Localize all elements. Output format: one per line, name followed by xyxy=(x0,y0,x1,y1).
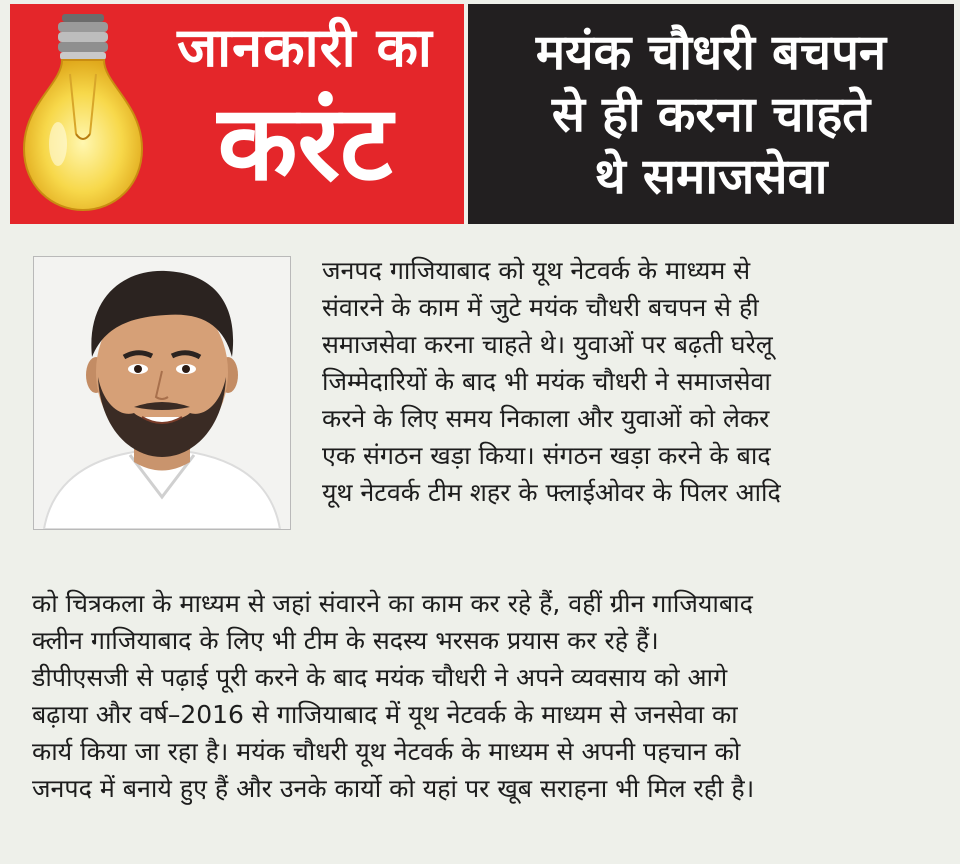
article-line: एक संगठन खड़ा किया। संगठन खड़ा करने के बाद xyxy=(322,441,771,470)
article-line: डीपीएसजी से पढ़ाई पूरी करने के बाद मयंक चौधरी ने अपने व्यवसाय को आगे xyxy=(32,663,728,692)
article-line: कार्य किया जा रहा है। मयंक चौधरी यूथ नेटवर्क के माध्यम से अपनी पहचान को xyxy=(32,737,741,766)
article-line: क्लीन गाजियाबाद के लिए भी टीम के सदस्य भरसक प्रयास कर रहे हैं। xyxy=(32,626,659,655)
article-line: संवारने के काम में जुटे मयंक चौधरी बचपन से ही xyxy=(322,293,759,322)
article-paragraph-top xyxy=(322,252,942,511)
article-line: को चित्रकला के माध्यम से जहां संवारने का काम कर रहे हैं, वहीं ग्रीन गाजियाबाद xyxy=(32,589,753,618)
article-line: जिम्मेदारियों के बाद भी मयंक चौधरी ने समाजसेवा xyxy=(322,367,771,396)
brand-title-top: जानकारी का xyxy=(177,16,433,79)
headline-panel xyxy=(468,4,954,224)
article-line: करने के लिए समय निकाला और युवाओं को लेकर xyxy=(322,404,770,433)
header-banner xyxy=(10,4,954,224)
portrait-photo xyxy=(33,256,291,530)
article-line: बढ़ाया और वर्ष–2016 से गाजियाबाद में यूथ नेटवर्क के माध्यम से जनसेवा का xyxy=(32,700,738,729)
portrait-photo-icon xyxy=(34,257,290,529)
article-line: यूथ नेटवर्क टीम शहर के फ्लाईओवर के पिलर आदि xyxy=(322,478,781,507)
article-line: जनपद में बनाये हुए हैं और उनके कार्यो को यहां पर खूब सराहना भी मिल रही है। xyxy=(32,774,755,803)
brand-panel xyxy=(10,4,464,224)
light-bulb-icon xyxy=(18,14,148,214)
article-line: समाजसेवा करना चाहते थे। युवाओं पर बढ़ती घरेलू xyxy=(322,330,773,359)
headline-line: मयंक चौधरी बचपन xyxy=(535,24,887,81)
headline-line: से ही करना चाहते xyxy=(551,86,871,143)
headline xyxy=(484,22,938,208)
article-line: जनपद गाजियाबाद को यूथ नेटवर्क के माध्यम से xyxy=(322,256,751,285)
brand-title-bottom: करंट xyxy=(217,82,393,204)
headline-line: थे समाजसेवा xyxy=(594,148,828,205)
article-paragraph-bottom xyxy=(32,585,944,807)
